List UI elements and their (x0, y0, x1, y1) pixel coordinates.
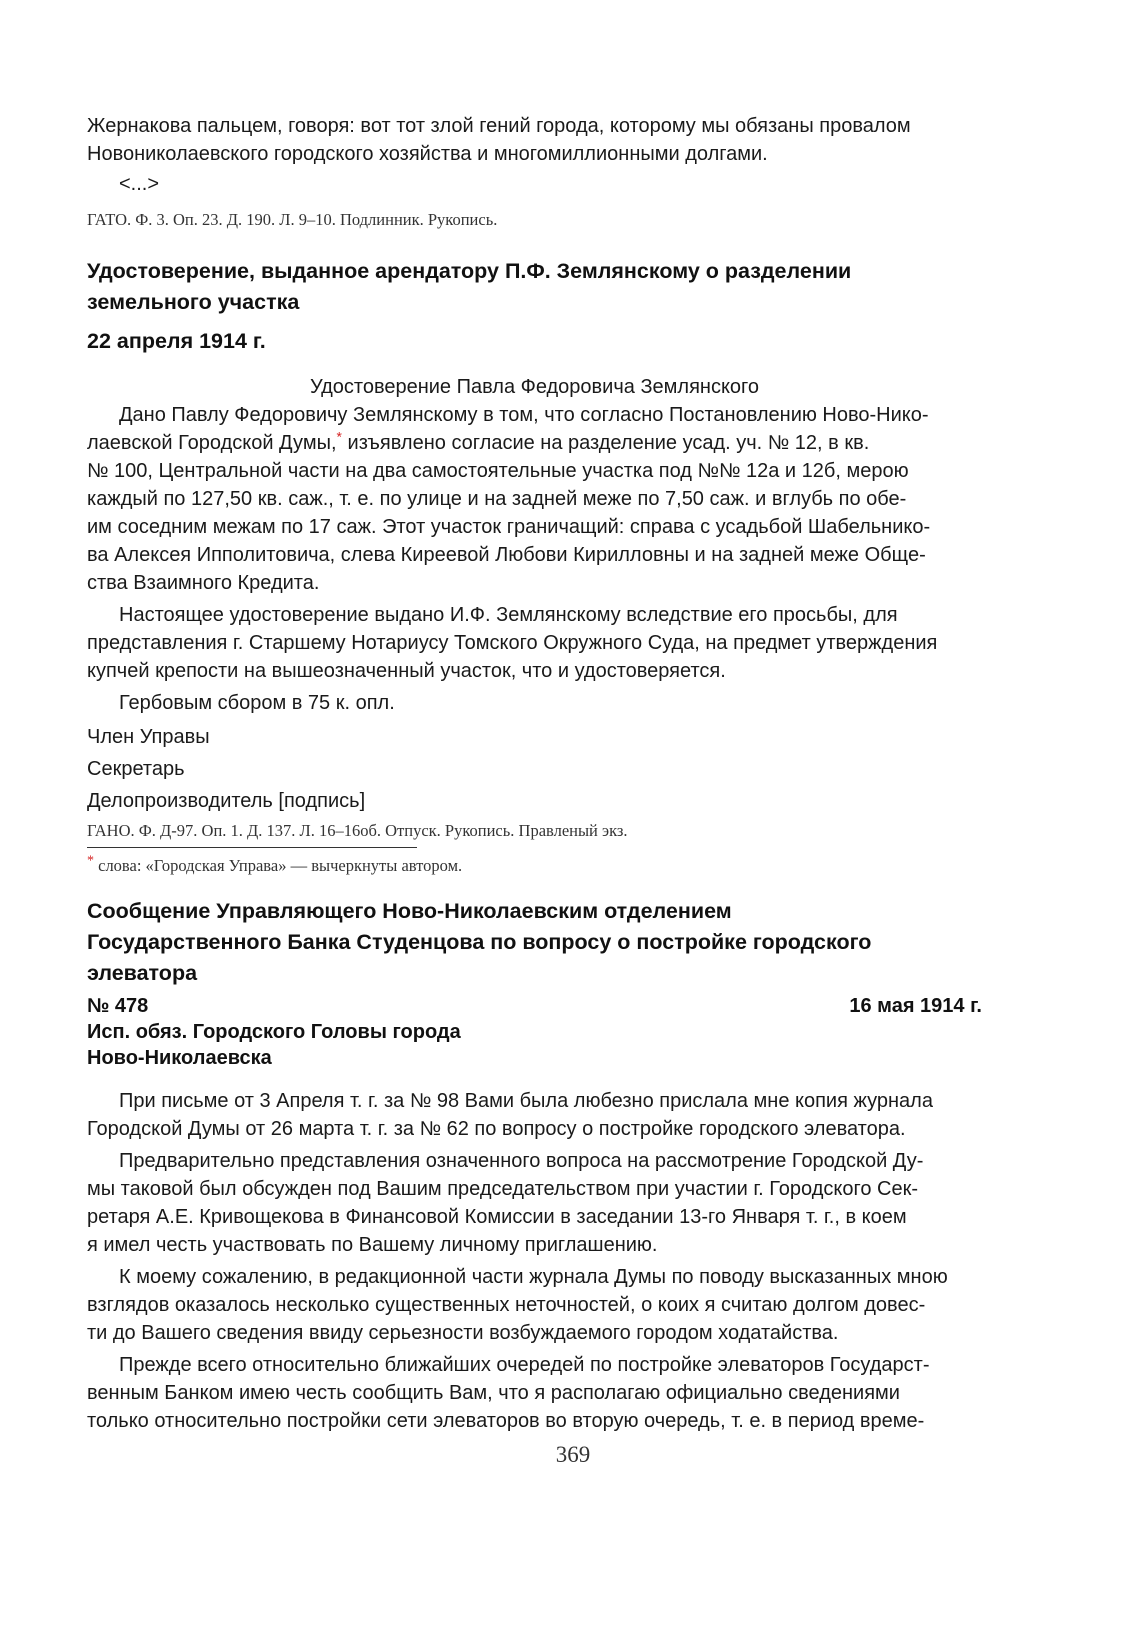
text-line: я имел честь участвовать по Вашему личному приглашению. (87, 1234, 658, 1256)
text-line: ретаря А.Е. Кривощекова в Финансовой Комиссии в заседании 13-го Января т. г., в коем (87, 1206, 907, 1228)
title-line: Удостоверение, выданное арендатору П.Ф. Землянскому о разделении (87, 259, 852, 283)
text-line: К моему сожалению, в редакционной части журнала Думы по поводу высказанных мною (119, 1266, 948, 1288)
text-line: венным Банком имею честь сообщить Вам, что я располагаю официально сведениями (87, 1382, 900, 1404)
document-2-addressee (87, 1019, 982, 1071)
text-line: ти до Вашего сведения ввиду серьезности возбуждаемого городом ходатайства. (87, 1322, 839, 1344)
text-line: ва Алексея Ипполитовича, слева Киреевой Любови Кирилловны и на задней меже Общe- (87, 544, 926, 566)
footnote-mark: * (87, 853, 94, 869)
text-line: № 100, Центральной части на два самостоятельные участка под №№ 12а и 12б, мерою (87, 460, 909, 482)
archive-source: ГАНО. Ф. Д-97. Оп. 1. Д. 137. Л. 16–16об. Отпуск. Рукопись. Правленый экз. (87, 821, 628, 840)
document-1-paragraph-1 (87, 401, 982, 597)
document-2-date: 16 мая 1914 г. (849, 995, 982, 1017)
title-line: элеватора (87, 961, 198, 985)
signature-line: Делопроизводитель [подпись] (87, 790, 366, 812)
document-2-paragraph-2 (87, 1147, 982, 1259)
text-line: Прежде всего относительно ближайших очередей по постройке элеваторов Государст- (119, 1354, 930, 1376)
title-line: Сообщение Управляющего Ново-Николаевским отделением (87, 899, 732, 923)
text-line: ства Взаимного Кредита. (87, 572, 320, 594)
text-line: Настоящее удостоверение выдано И.Ф. Землянскому вследствие его просьбы, для (119, 604, 898, 626)
text-line: взглядов оказалось несколько существенных неточностей, о коих я считаю долгом довес- (87, 1294, 926, 1316)
text-line: каждый по 127,50 кв. саж., т. е. по улице и на задней меже по 7,50 саж. и вглубь по обе- (87, 488, 907, 510)
omission-mark: <...> (119, 173, 160, 195)
continuation-text (87, 112, 982, 198)
page-body (87, 112, 982, 1435)
title-line: земельного участка (87, 290, 300, 314)
text-line: Предварительно представления означенного вопроса на рассмотрение Городской Ду- (119, 1150, 924, 1172)
addressee-line: Ново-Николаевска (87, 1047, 272, 1069)
document-2-paragraph-4 (87, 1351, 982, 1435)
footnote: * слова: «Городская Управа» — вычеркнуты автором. (87, 853, 463, 875)
text-line: мы таковой был обсужден под Вашим председательством при участии г. Городского Сек- (87, 1178, 918, 1200)
document-1-paragraph-2 (87, 601, 982, 685)
document-2-paragraph-1 (87, 1087, 982, 1143)
footnote-mark: * (336, 428, 342, 445)
title-line: Государственного Банка Студенцова по вопросу о постройке городского (87, 930, 872, 954)
text-line: Дано Павлу Федоровичу Землянскому в том, что согласно Постановлению Ново-Нико- (119, 404, 929, 426)
text-line: им соседним межам по 17 саж. Этот участок граничащий: справа с усадьбой Шабельнико- (87, 516, 931, 538)
document-1-date: 22 апреля 1914 г. (87, 329, 266, 353)
text-line: представления г. Старшему Нотариусу Томского Окружного Суда, на предмет утверждения (87, 632, 938, 654)
text-line: При письме от 3 Апреля т. г. за № 98 Вами была любезно прислала мне копия журнала (119, 1090, 933, 1112)
document-2-title (87, 896, 982, 989)
document-1-signatures (87, 723, 982, 815)
document-1-title (87, 256, 982, 318)
text-line: Жернакова пальцем, говоря: вот тот злой гений города, которому мы обязаны провалом (87, 115, 911, 137)
text-line: только относительно постройки сети элеваторов во вторую очередь, т. е. в период време- (87, 1410, 925, 1432)
text-line: купчей крепости на вышеозначенный участок, что и удостоверяется. (87, 660, 726, 682)
archive-source: ГАТО. Ф. 3. Оп. 23. Д. 190. Л. 9–10. Подлинник. Рукопись. (87, 210, 498, 229)
footnote-divider (87, 847, 417, 848)
signature-line: Секретарь (87, 758, 185, 780)
document-number: № 478 (87, 995, 149, 1017)
document-2-paragraph-3 (87, 1263, 982, 1347)
text-line: Городской Думы от 26 марта т. г. за № 62 по вопросу о постройке городского элеватора. (87, 1118, 906, 1140)
text-line: лаевской Городской Думы,* изъявлено согласие на разделение усад. уч. № 12, в кв. (87, 428, 870, 454)
document-2-number-date-row (87, 993, 982, 1019)
document-1-fee: Гербовым сбором в 75 к. опл. (119, 692, 395, 714)
page-number: 369 (555, 1442, 591, 1467)
document-1-subtitle: Удостоверение Павла Федоровича Землянского (309, 376, 760, 398)
signature-line: Член Управы (87, 726, 210, 748)
addressee-line: Исп. обяз. Городского Головы города (87, 1021, 461, 1043)
text-line: Новониколаевского городского хозяйства и многомиллионными долгами. (87, 143, 768, 165)
